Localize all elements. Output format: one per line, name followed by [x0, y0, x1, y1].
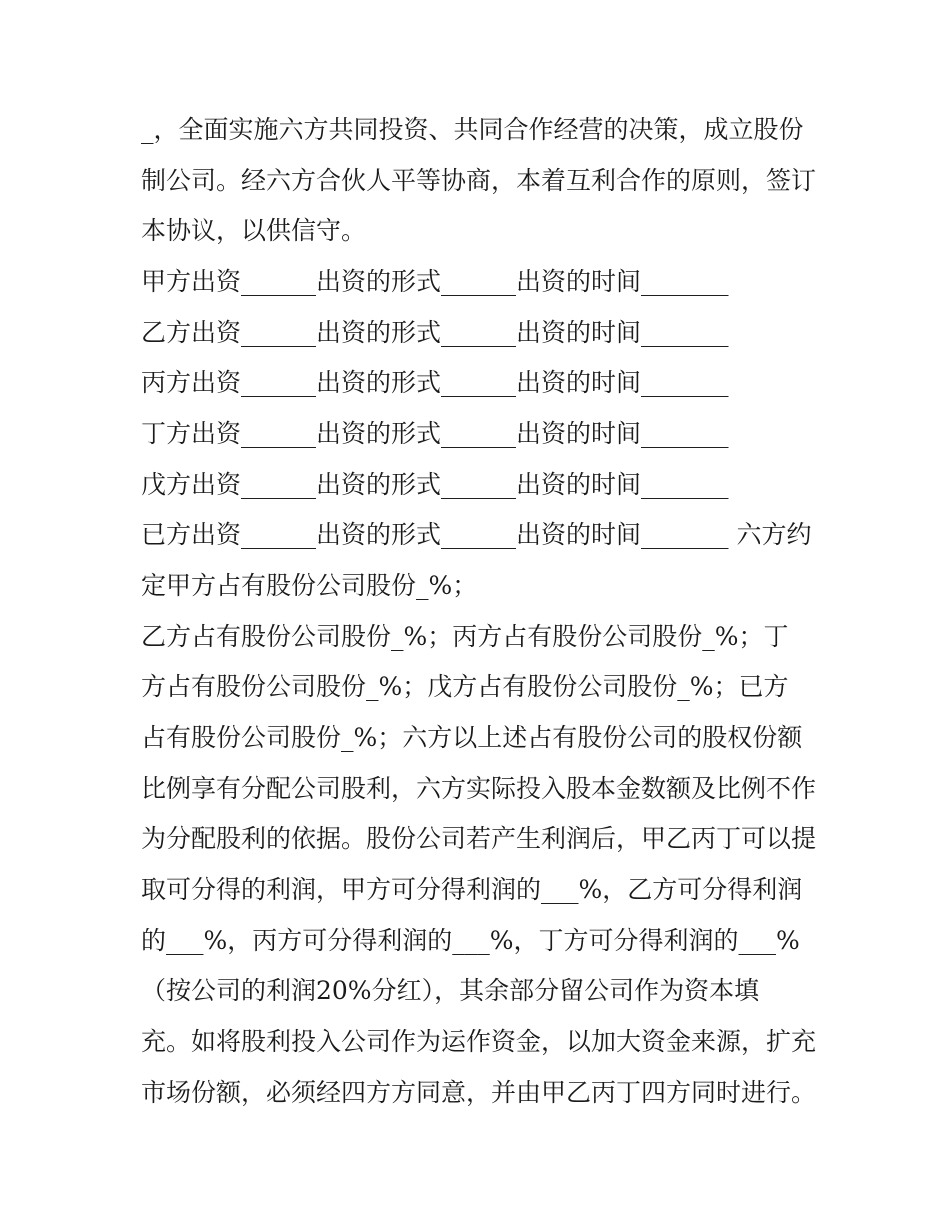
- body-line-2: 制公司。经六方合伙人平等协商，本着互利合作的原则，签订: [141, 166, 817, 195]
- share-line-5: 比例享有分配公司股利，六方实际投入股本金数额及比例不作: [141, 774, 817, 803]
- body-line-3: 本协议，以供信守。: [141, 216, 367, 245]
- share-line-3: 方占有股份公司股份_%；戊方占有股份公司股份_%；已方: [141, 672, 789, 701]
- profit-line-5: 充。如将股利投入公司作为运作资金，以加大资金来源，扩充: [141, 1027, 817, 1056]
- investment-line-ji: 已方出资______出资的形式______出资的时间_______ 六方约: [141, 520, 812, 549]
- profit-line-6: 市场份额，必须经四方方同意，并由甲乙丙丁四方同时进行。: [141, 1078, 817, 1107]
- profit-line-1: 为分配股利的依据。股份公司若产生利润后，甲乙丙丁可以提: [141, 824, 817, 853]
- share-line-4: 占有股份公司股份_%；六方以上述占有股份公司的股权份额: [141, 723, 803, 752]
- body-line-1: _，全面实施六方共同投资、共同合作经营的决策，成立股份: [141, 115, 804, 144]
- investment-line-wu: 戊方出资______出资的形式______出资的时间_______: [141, 470, 729, 499]
- investment-line-yi: 乙方出资______出资的形式______出资的时间_______: [141, 318, 729, 347]
- investment-line-bing: 丙方出资______出资的形式______出资的时间_______: [141, 368, 729, 397]
- investment-line-jia: 甲方出资______出资的形式______出资的时间_______: [141, 267, 729, 296]
- profit-line-2: 取可分得的利润，甲方可分得利润的___%，乙方可分得利润: [141, 875, 803, 904]
- investment-line-ding: 丁方出资______出资的形式______出资的时间_______: [141, 419, 729, 448]
- profit-line-4: （按公司的利润20%分红），其余部分留公司作为资本填: [141, 976, 760, 1005]
- share-line-1: 定甲方占有股份公司股份_%；: [141, 571, 478, 600]
- profit-line-3: 的___%，丙方可分得利润的___%，丁方可分得利润的___%: [141, 926, 800, 955]
- share-line-2: 乙方占有股份公司股份_%；丙方占有股份公司股份_%；丁: [141, 622, 789, 651]
